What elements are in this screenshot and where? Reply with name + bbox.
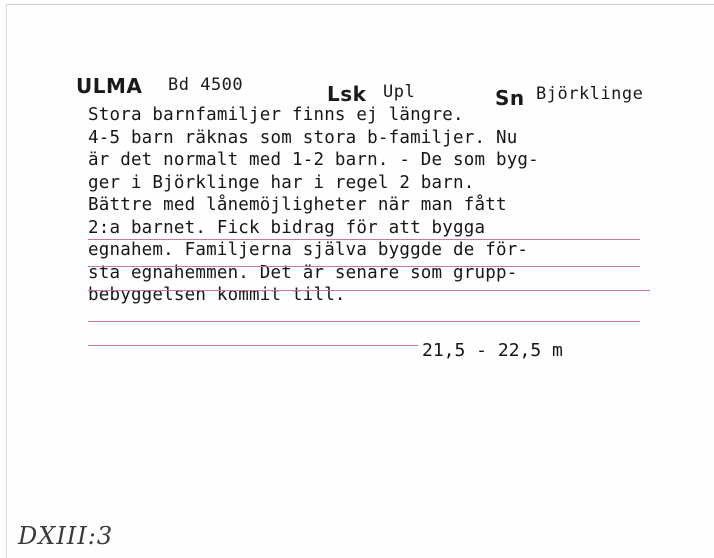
body-line: Stora barnfamiljer finns ej längre. xyxy=(88,105,464,125)
underline-mark xyxy=(88,290,650,291)
body-line: 4-5 barn räknas som stora b-familjer. Nu xyxy=(88,127,518,148)
body-line: sta egnahemmen. Det är senare som grupp- xyxy=(88,262,518,283)
socken-value: Björklinge xyxy=(536,84,644,104)
body-line: egnahem. Familjerna själva byggde de för- xyxy=(88,240,529,260)
underline-mark xyxy=(88,266,640,267)
landskap-label: Lsk xyxy=(327,82,367,106)
card-left-edge xyxy=(6,4,7,558)
card-body-text xyxy=(88,104,688,307)
underline-mark xyxy=(88,321,640,322)
landskap-value: Upl xyxy=(383,82,416,102)
handwritten-signum: DXIII:3 xyxy=(18,522,114,550)
body-line: bebyggelsen kommit till. xyxy=(88,285,346,305)
archive-value: Bd 4500 xyxy=(168,75,244,95)
underline-mark xyxy=(88,345,418,346)
body-line: 2:a barnet. Fick bidrag för att bygga xyxy=(88,217,486,238)
body-line: ger i Björklinge har i regel 2 barn. xyxy=(88,172,475,193)
measurement-figures: 21,5 - 22,5 m xyxy=(422,340,563,361)
underline-mark xyxy=(88,239,640,240)
socken-label: Sn xyxy=(495,86,525,110)
body-line: Bättre med lånemöjligheter när man fått xyxy=(88,195,507,215)
archive-label: ULMA xyxy=(76,74,143,98)
body-line: är det normalt med 1-2 barn. - De som byg- xyxy=(88,150,539,170)
card-top-edge xyxy=(6,4,714,5)
